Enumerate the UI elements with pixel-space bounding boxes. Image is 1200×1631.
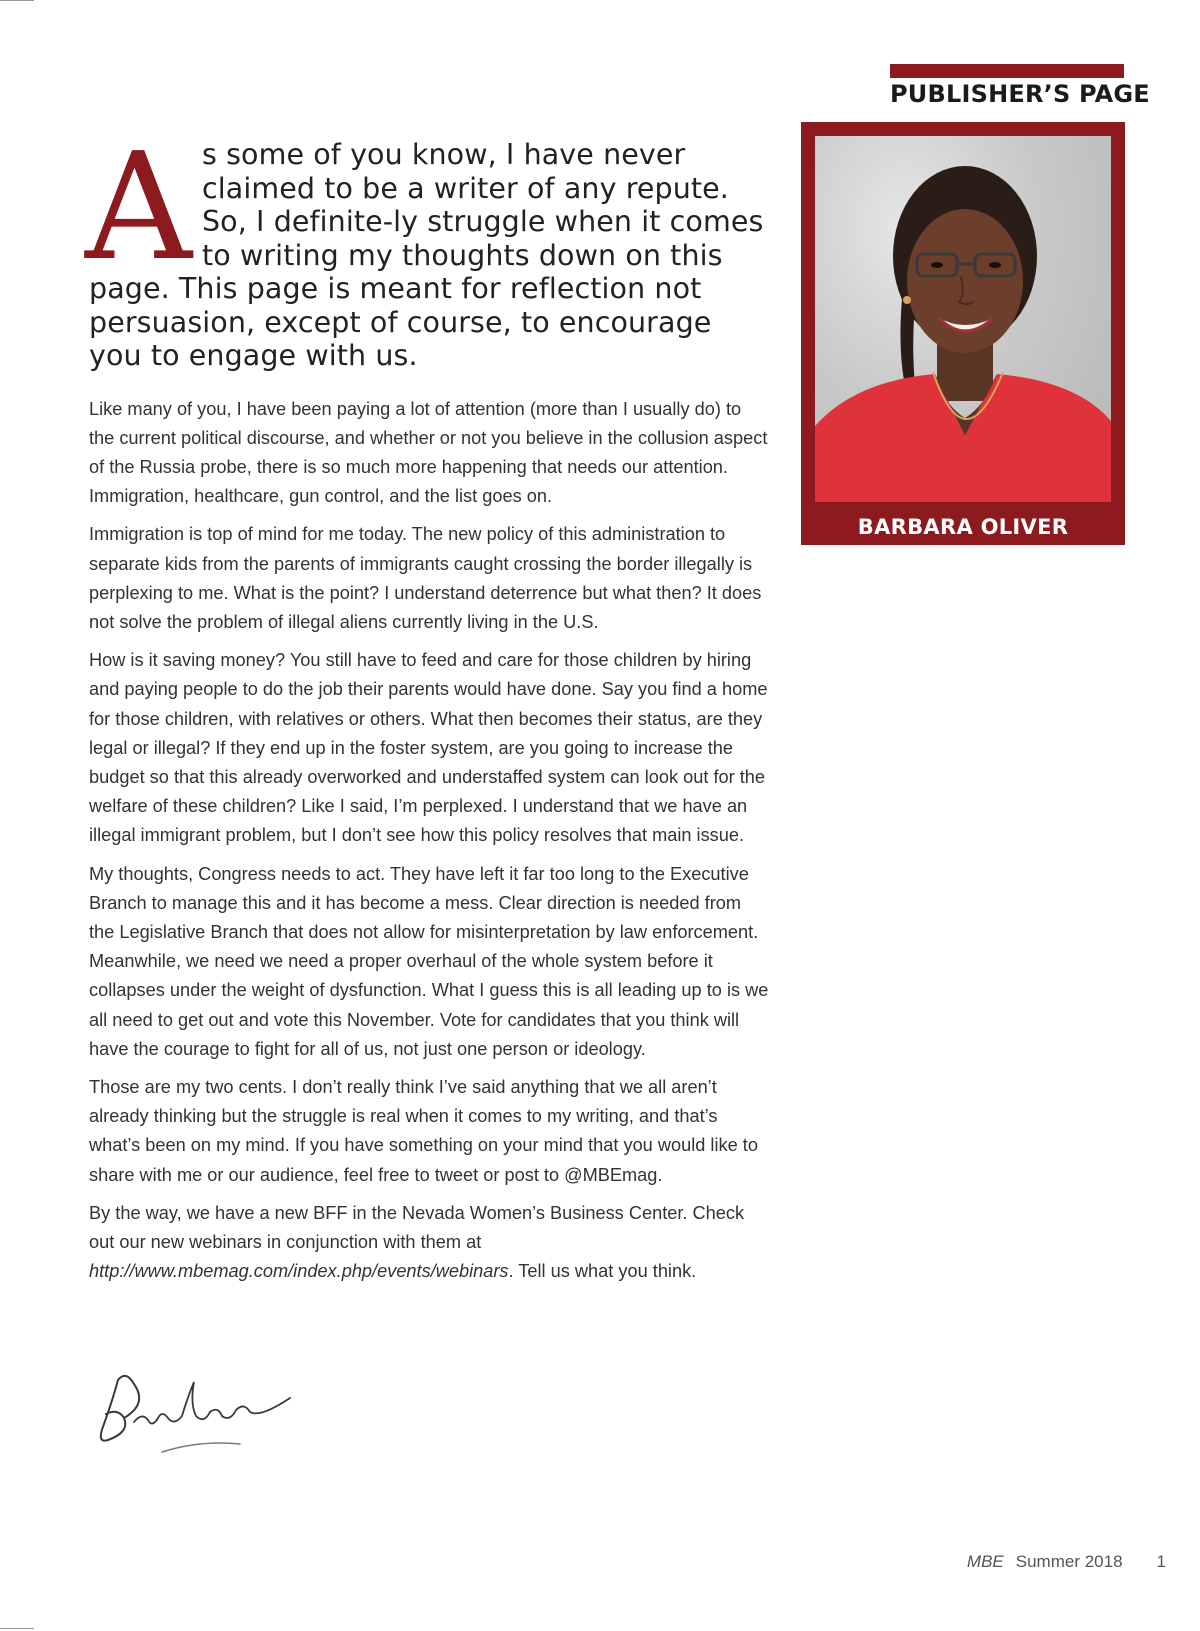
page-number: 1	[1156, 1552, 1166, 1571]
drop-cap: A	[85, 121, 192, 293]
closing-paragraph	[89, 1199, 769, 1287]
portrait-illustration	[815, 136, 1111, 502]
lead-paragraph	[85, 121, 769, 373]
lead-text: s some of you know, I have never claimed to be a writer of any repute. So, I definite-ly struggle when it comes to writing my thoughts down on this page. This page is meant for reflection not persuasion, except of course, to encourage you to engage with us.	[89, 138, 764, 372]
body-paragraph: Like many of you, I have been paying a lot of attention (more than I usually do) to the current political discourse, and whether or not you believe in the collusion aspect of the Russia probe, there is so much more happening that needs our attention. Immigration, healthcare, gun control, and the list goes on.	[89, 398, 768, 507]
section-title: PUBLISHER’S PAGE	[890, 80, 1150, 108]
closing-text: By the way, we have a new BFF in the Nevada Women’s Business Center. Check out our new webinars in conjunction with them at	[89, 1202, 745, 1252]
footer-magazine: MBE	[966, 1552, 1004, 1571]
portrait-caption: BARBARA OLIVER	[857, 515, 1069, 539]
publisher-letter	[85, 121, 769, 1295]
body-paragraph: My thoughts, Congress needs to act. They have left it far too long to the Executive Branch to manage this and it has become a mess. Clear direction is needed from the Legislative Branch that does not allow for misinterpretation by law enforcement. Meanwhile, we need we need a proper overhaul of the whole system before it collapses under the weight of dysfunction. What I guess this is all leading up to is we all need to get out and vote this November. Vote for candidates that you think will have the courage to fight for all of us, not just one person or ideology.	[89, 863, 769, 1059]
body-paragraph: Those are my two cents. I don’t really think I’ve said anything that we all aren’t already thinking but the struggle is real when it comes to my writing, and that’s what’s been on my mind. If you have something on your mind that you would like to share with me or our audience, feel free to tweet or post to @MBEmag.	[89, 1076, 758, 1185]
crop-mark-bottom	[0, 1628, 34, 1629]
webinars-link[interactable]: http://www.mbemag.com/index.php/events/webinars	[89, 1261, 509, 1282]
page-footer	[967, 1552, 1166, 1572]
body-paragraph: How is it saving money? You still have to feed and care for those children by hiring and paying people to do the job their parents would have done. Say you find a home for those children, with relatives or others. What then becomes their status, are they legal or illegal? If they end up in the foster system, are you going to increase the budget so that this already overworked and understaffed system can look out for the welfare of these children? Like I said, I’m perplexed. I understand that we have an illegal immigrant problem, but I don’t see how this policy resolves that main issue.	[89, 650, 768, 846]
closing-text-end: . Tell us what you think.	[508, 1261, 697, 1282]
section-accent-bar	[890, 64, 1124, 78]
signature	[90, 1362, 310, 1462]
signature-drawing	[90, 1362, 310, 1462]
footer-issue: Summer 2018	[1015, 1552, 1123, 1571]
portrait-photo	[815, 136, 1111, 502]
portrait-frame	[801, 122, 1125, 545]
body-paragraph: Immigration is top of mind for me today. The new policy of this administration to separate kids from the parents of immigrants caught crossing the border illegally is perplexing to me. What is the point? I understand deterrence but what then? It does not solve the problem of illegal aliens currently living in the U.S.	[89, 524, 762, 632]
crop-mark-top	[0, 0, 34, 1]
